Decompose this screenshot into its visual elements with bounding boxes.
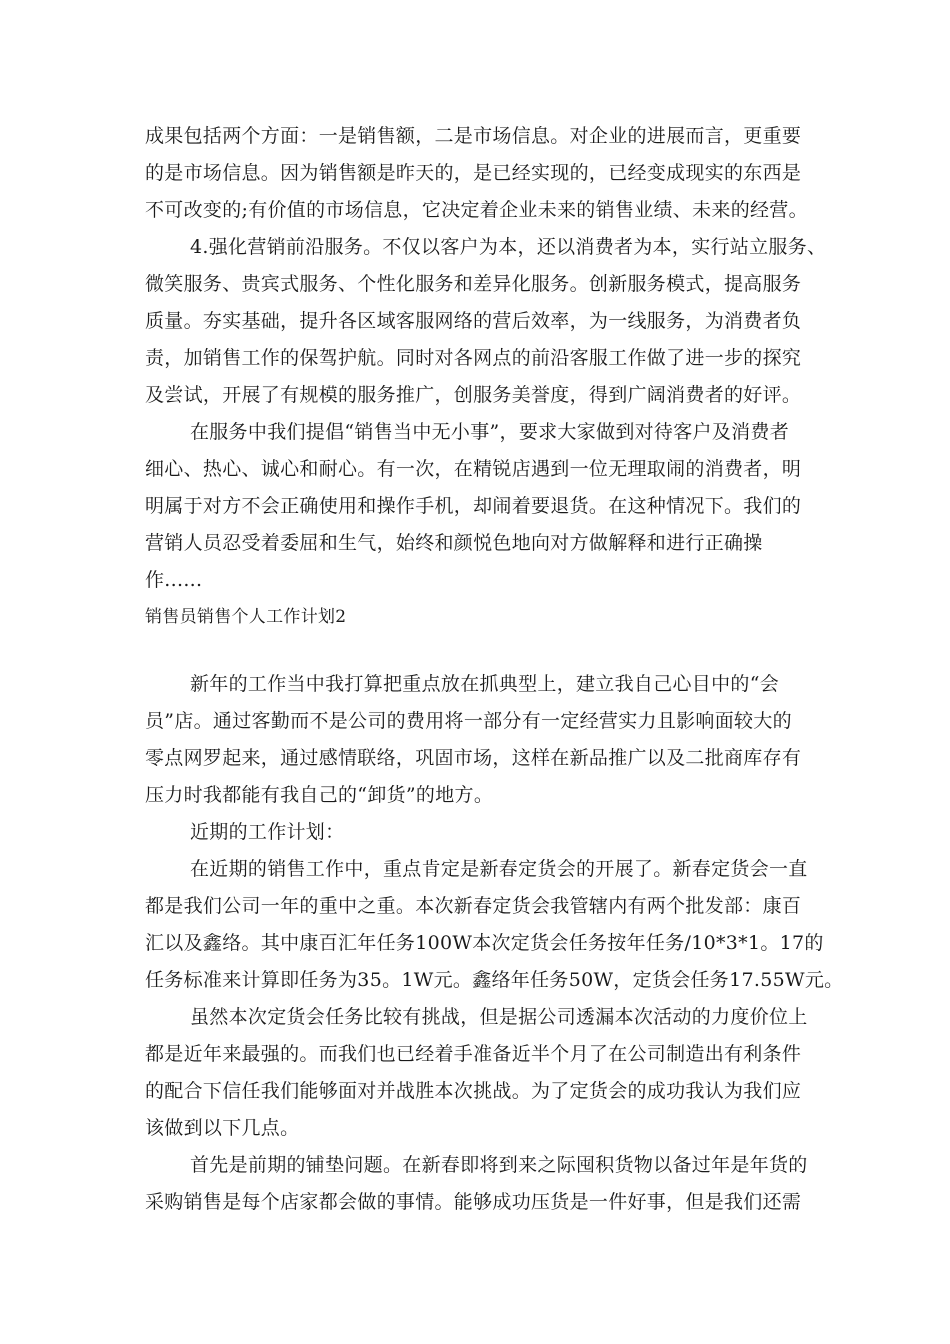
paragraph-line: 细心、热心、诚心和耐心。有一次，在精锐店遇到一位无理取闹的消费者，明	[145, 458, 802, 480]
paragraph-line: 作......	[145, 569, 203, 591]
section-title: 销售员销售个人工作计划2	[145, 607, 347, 627]
paragraph-line: 该做到以下几点。	[145, 1117, 300, 1139]
paragraph-line: 在服务中我们提倡“销售当中无小事”，要求大家做到对待客户及消费者	[190, 421, 790, 443]
paragraph-line: 都是我们公司一年的重中之重。本次新春定货会我管辖内有两个批发部：康百	[145, 895, 802, 917]
paragraph-line: 明属于对方不会正确使用和操作手机，却闹着要退货。在这种情况下。我们的	[145, 495, 802, 517]
paragraph-line: 虽然本次定货会任务比较有挑战，但是据公司透漏本次活动的力度价位上	[190, 1006, 808, 1028]
paragraph-line: 成果包括两个方面：一是销售额，二是市场信息。对企业的进展而言，更重要	[145, 125, 802, 147]
paragraph-line: 微笑服务、贵宾式服务、个性化服务和差异化服务。创新服务模式，提高服务	[145, 273, 802, 295]
paragraph-line: 员”店。通过客勤而不是公司的费用将一部分有一定经营实力且影响面较大的	[145, 710, 792, 732]
paragraph-line: 采购销售是每个店家都会做的事情。能够成功压货是一件好事，但是我们还需	[145, 1191, 802, 1213]
paragraph-line: 4.强化营销前沿服务。不仅以客户为本，还以消费者为本，实行站立服务、	[190, 236, 827, 258]
paragraph-line: 零点网罗起来，通过感情联络，巩固市场，这样在新品推广以及二批商库存有	[145, 747, 802, 769]
paragraph-line: 压力时我都能有我自己的“卸货”的地方。	[145, 784, 494, 806]
paragraph-line: 任务标准来计算即任务为35。1W元。鑫络年任务50W，定货会任务17.55W元。	[145, 969, 844, 991]
paragraph-line: 的是市场信息。因为销售额是昨天的，是已经实现的，已经变成现实的东西是	[145, 162, 802, 184]
paragraph-line: 汇以及鑫络。其中康百汇年任务100W本次定货会任务按年任务/10*3*1。17的	[145, 932, 824, 954]
paragraph-line: 质量。夯实基础，提升各区域客服网络的营后效率，为一线服务，为消费者负	[145, 310, 802, 332]
paragraph-line: 都是近年来最强的。而我们也已经着手准备近半个月了在公司制造出有利条件	[145, 1043, 802, 1065]
paragraph-line: 的配合下信任我们能够面对并战胜本次挑战。为了定货会的成功我认为我们应	[145, 1080, 802, 1102]
paragraph-line: 及尝试，开展了有规模的服务推广，创服务美誉度，得到广阔消费者的好评。	[145, 384, 802, 406]
paragraph-line: 首先是前期的铺垫问题。在新春即将到来之际囤积货物以备过年是年货的	[190, 1154, 808, 1176]
paragraph-line: 责，加销售工作的保驾护航。同时对各网点的前沿客服工作做了进一步的探究	[145, 347, 802, 369]
paragraph-line: 近期的工作计划：	[190, 821, 345, 843]
paragraph-line: 不可改变的;有价值的市场信息，它决定着企业未来的销售业绩、未来的经营。	[145, 199, 808, 221]
paragraph-line: 新年的工作当中我打算把重点放在抓典型上，建立我自己心目中的“会	[190, 673, 780, 695]
paragraph-line: 营销人员忍受着委屈和生气，始终和颜悦色地向对方做解释和进行正确操	[145, 532, 763, 554]
paragraph-line: 在近期的销售工作中，重点肯定是新春定货会的开展了。新春定货会一直	[190, 858, 808, 880]
